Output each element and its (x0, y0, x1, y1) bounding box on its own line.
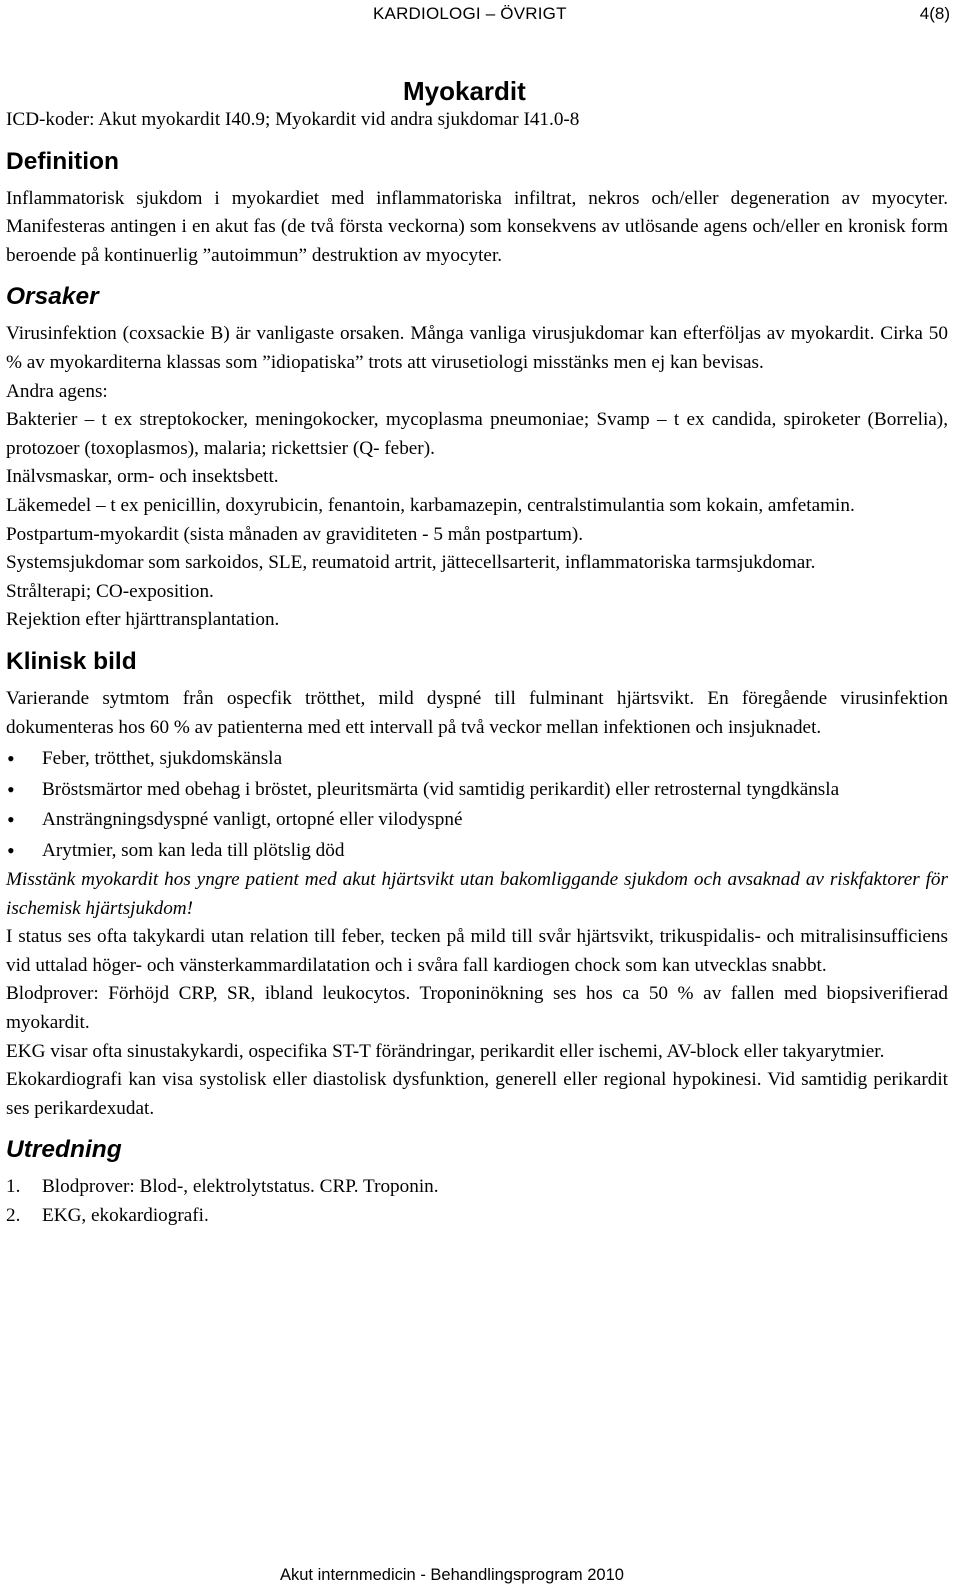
causes-paragraph: Rejektion efter hjärttransplantation. (6, 609, 280, 631)
page-title: Myokardit (403, 76, 526, 106)
section-definition (6, 147, 948, 271)
list-text: Blodprover: Blod-, elektrolytstatus. CRP. Troponin. (42, 1176, 439, 1198)
clinical-intro: Varierande sytmtom från ospecfik trötthet, mild dyspné till fulminant hjärtsvikt. En föregående virusinfektion dokumenteras hos 60 % av patienterna med ett intervall på två veckor mellan infektionen och insjuknadet. (6, 687, 948, 738)
causes-paragraph: Inälvsmaskar, orm- och insektsbett. (6, 466, 279, 488)
page-number: 4(8) (919, 4, 950, 23)
list-item: • Feber, trötthet, sjukdomskänsla (6, 744, 948, 774)
document-body (6, 74, 948, 1231)
list-item (6, 1202, 948, 1231)
causes-paragraph: Läkemedel – t ex penicillin, doxyrubicin, fenantoin, karbamazepin, centralstimulantia som kokain, amfetamin. (6, 494, 855, 516)
clinical-paragraph: EKG visar ofta sinustakykardi, ospecifika ST-T förändringar, perikardit eller ischemi, AV-block eller takyarytmier. (6, 1040, 885, 1062)
heading-clinical: Klinisk bild (6, 647, 137, 675)
heading-definition: Definition (6, 147, 119, 175)
page-footer: Akut internmedicin - Behandlingsprogram 2010 (280, 1566, 624, 1584)
causes-paragraph: Andra agens: (6, 380, 108, 402)
definition-paragraph: Inflammatorisk sjukdom i myokardiet med inflammatoriska infiltrat, nekros och/eller degeneration av myocyter. Manifesteras antingen i en akut fas (de två första veckorna) som konsekvens av utlösande agens och/eller en kronisk form beroende på kontinuerlig ”autoimmun” destruktion av myocyter. (6, 187, 948, 266)
clinical-paragraph: Blodprover: Förhöjd CRP, SR, ibland leukocytos. Troponinökning ses hos ca 50 % av fallen med biopsiverifierad myokardit. (6, 983, 948, 1034)
list-number: 1. (6, 1176, 21, 1198)
workup-list (6, 1173, 948, 1230)
section-clinical (6, 647, 948, 1124)
list-item: • Ansträngningsdyspné vanligt, ortopné eller vilodyspné (6, 805, 948, 835)
causes-paragraph: Systemsjukdomar som sarkoidos, SLE, reumatoid artrit, jättecellsarterit, inflammatoriska tarmsjukdomar. (6, 552, 816, 574)
list-item: • Bröstsmärtor med obehag i bröstet, pleuritsmärta (vid samtidig perikardit) eller retrosternal tyngdkänsla (6, 775, 948, 805)
causes-paragraph: Strålterapi; CO-exposition. (6, 580, 214, 602)
symptom-list (6, 744, 948, 865)
clinical-emphasis: Misstänk myokardit hos yngre patient med akut hjärtsvikt utan bakomliggande sjukdom och avsaknad av riskfaktorer för ischemisk hjärtsjukdom! (6, 869, 948, 919)
heading-workup: Utredning (6, 1136, 122, 1164)
section-causes (6, 282, 948, 635)
list-item (6, 1173, 948, 1202)
heading-causes: Orsaker (6, 283, 99, 311)
list-item: • Arytmier, som kan leda till plötslig död (6, 836, 948, 866)
list-text: EKG, ekokardiografi. (42, 1205, 209, 1227)
causes-paragraph: Bakterier – t ex streptokocker, meningokocker, mycoplasma pneumoniae; Svamp – t ex candida, spiroketer (Borrelia), protozoer (toxoplasmos), malaria; rickettsier (Q- feber). (6, 409, 948, 459)
running-head: KARDIOLOGI – ÖVRIGT (373, 4, 567, 23)
clinical-paragraph: Ekokardiografi kan visa systolisk eller diastolisk dysfunktion, generell eller regional hypokinesi. Vid samtidig perikardit ses perikardexudat. (6, 1069, 948, 1119)
icd-codes: ICD-koder: Akut myokardit I40.9; Myokardit vid andra sjukdomar I41.0-8 (6, 109, 580, 130)
list-number: 2. (6, 1205, 21, 1227)
causes-paragraph: Postpartum-myokardit (sista månaden av graviditeten - 5 mån postpartum). (6, 523, 584, 545)
section-workup (6, 1135, 948, 1230)
causes-paragraph: Virusinfektion (coxsackie B) är vanligaste orsaken. Många vanliga virusjukdomar kan efterföljas av myokardit. Cirka 50 % av myokarditerna klassas som ”idiopatiska” trots att virusetiologi misstänks men ej kan bevisas. (6, 323, 948, 373)
clinical-paragraph: I status ses ofta takykardi utan relation till feber, tecken på mild till svår hjärtsvikt, trikuspidalis- och mitralisinsufficiens vid uttalad höger- och vänsterkammardilatation och i svåra fall kardiogen chock som kan utvecklas snabbt. (6, 926, 948, 976)
